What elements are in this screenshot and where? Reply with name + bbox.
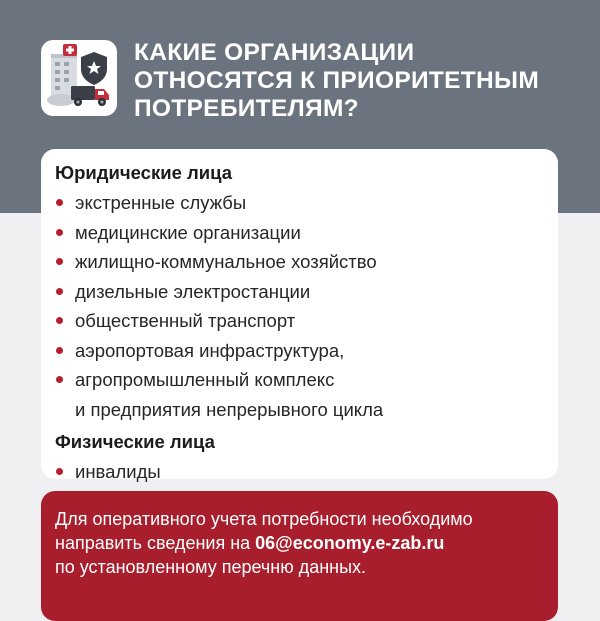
bullet-icon — [56, 347, 63, 354]
bullet-icon — [56, 258, 63, 265]
email-link[interactable]: 06@economy.e-zab.ru — [255, 533, 445, 553]
bullet-icon — [56, 288, 63, 295]
bullet-icon — [56, 376, 63, 383]
info-text: направить сведения на 06@economy.e-zab.ru — [55, 533, 445, 553]
info-box — [41, 491, 558, 621]
title-line: КАКИЕ ОРГАНИЗАЦИИ — [134, 39, 415, 66]
bullet-icon — [56, 229, 63, 236]
legal-entities-heading: Юридические лица — [55, 162, 233, 183]
list-item: дизельные электростанции — [55, 277, 558, 307]
list-item: общественный транспорт — [55, 306, 558, 336]
individuals-heading: Физические лица — [55, 431, 215, 452]
title-line: ПОТРЕБИТЕЛЯМ? — [134, 95, 359, 122]
list-item: аэропортовая инфраструктура, — [55, 336, 558, 366]
list-item: жилищно-коммунальное хозяйство — [55, 247, 558, 277]
page-title — [134, 39, 584, 123]
individuals-list — [55, 457, 558, 487]
icon-tile — [41, 40, 117, 116]
legal-entities-list — [55, 188, 558, 424]
bullet-icon — [56, 199, 63, 206]
list-item: медицинские организации — [55, 218, 558, 248]
info-text: по установленному перечню данных. — [55, 557, 367, 577]
hospital-building-truck-icon — [41, 40, 117, 116]
list-item: агропромышленный комплекс и предприятия непрерывного цикла — [55, 365, 558, 424]
bullet-icon — [56, 317, 63, 324]
info-text: Для оперативного учета потребности необходимо — [55, 509, 473, 529]
bullet-icon — [56, 468, 63, 475]
list-item: инвалиды — [55, 457, 558, 487]
list-item: экстренные службы — [55, 188, 558, 218]
title-line: ОТНОСЯТСЯ К ПРИОРИТЕТНЫМ — [134, 67, 540, 94]
consumers-card — [41, 149, 558, 482]
